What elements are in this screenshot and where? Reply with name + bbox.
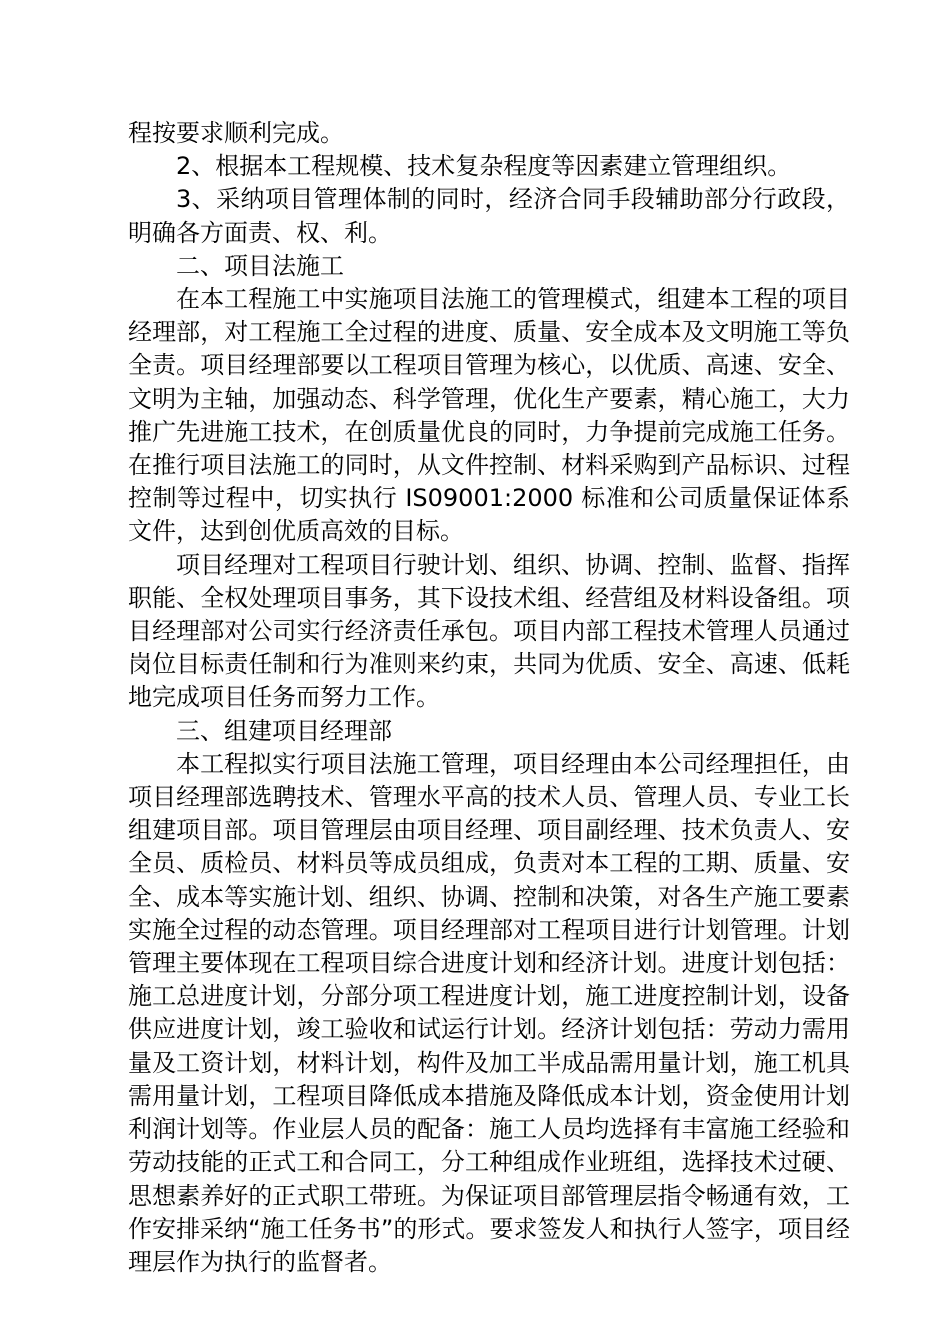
list-item-3: 3、采纳项目管理体制的同时，经济合同手段辅助部分行政段，明确各方面责、权、利。 xyxy=(128,185,850,247)
section-heading-project-method: 二、项目法施工 xyxy=(176,251,344,280)
section-heading-project-department: 三、组建项目经理部 xyxy=(176,716,392,745)
paragraph-project-department: 本工程拟实行项目法施工管理，项目经理由本公司经理担任，由项目经理部选聘技术、管理水平高的技术人员、管理人员、专业工长组建项目部。项目管理层由项目经理、项目副经理、技术负责人、安全员、质检员、材料员等成员组成，负责对本工程的工期、质量、安全、成本等实施计划、组织、协调、控制和决策，对各生产施工要素实施全过程的动态管理。项目经理部对工程项目进行计划管理。计划管理主要体现在工程项目综合进度计划和经济计划。进度计划包括：施工总进度计划，分部分项工程进度计划，施工进度控制计划，设备供应进度计划，竣工验收和试运行计划。经济计划包括：劳动力需用量及工资计划，材料计划，构件及加工半成品需用量计划，施工机具需用量计划，工程项目降低成本措施及降低成本计划，资金使用计划利润计划等。作业层人员的配备：施工人员均选择有丰富施工经验和劳动技能的正式工和合同工，分工种组成作业班组，选择技术过硬、思想素养好的正式职工带班。为保证项目部管理层指令畅通有效，工作安排采纳“施工任务书”的形式。要求签发人和执行人签字，项目经理层作为执行的监督者。 xyxy=(128,749,850,1276)
document-page xyxy=(128,117,850,1279)
paragraph-continuation: 程按要求顺利完成。 xyxy=(128,119,344,147)
list-item-2: 2、根据本工程规模、技术复杂程度等因素建立管理组织。 xyxy=(176,152,792,181)
paragraph-project-manager-duties: 项目经理对工程项目行驶计划、组织、协调、控制、监督、指挥职能、全权处理项目事务，其下设技术组、经营组及材料设备组。项目经理部对公司实行经济责任承包。项目内部工程技术管理人员通过岗位目标责任制和行为准则来约束，共同为优质、安全、高速、低耗地完成项目任务而努力工作。 xyxy=(128,550,850,712)
paragraph-project-method: 在本工程施工中实施项目法施工的管理模式，组建本工程的项目经理部，对工程施工全过程的进度、质量、安全成本及文明施工等负全责。项目经理部要以工程项目管理为核心，以优质、高速、安全、文明为主轴，加强动态、科学管理，优化生产要素，精心施工，大力推广先进施工技术，在创质量优良的同时，力争提前完成施工任务。在推行项目法施工的同时，从文件控制、材料采购到产品标识、过程控制等过程中，切实执行 IS09001:2000 标准和公司质量保证体系文件，达到创优质高效的目标。 xyxy=(128,285,850,546)
